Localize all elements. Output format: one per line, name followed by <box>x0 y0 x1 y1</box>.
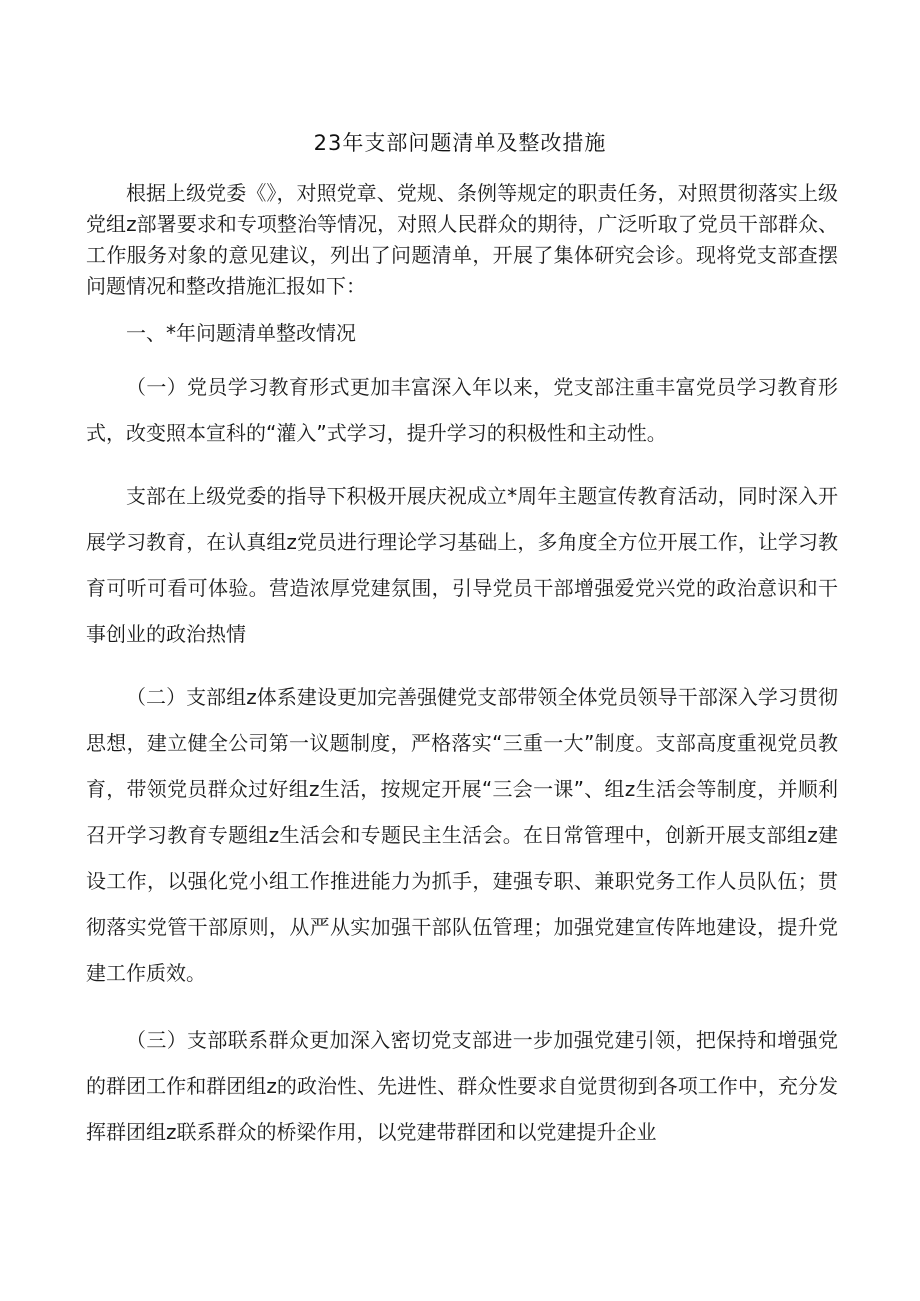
document-title: 23年支部问题清单及整改措施 <box>313 131 607 155</box>
paragraph-1: （一）党员学习教育形式更加丰富深入年以来，党支部注重丰富党员学习教育形式，改变照本宣科的“灌入”式学习，提升学习的积极性和主动性。 <box>86 375 838 445</box>
paragraph-3: （二）支部组z体系建设更加完善强健党支部带领全体党员领导干部深入学习贯彻思想，建立健全公司第一议题制度，严格落实“三重一大”制度。支部高度重视党员教育，带领党员群众过好组z生活，按规定开展“三会一课”、组z生活会等制度，并顺利召开学习教育专题组z生活会和专题民主生活会。在日常管理中，创新开展支部组z建设工作，以强化党小组工作推进能力为抓手，建强专职、兼职党务工作人员队伍；贯彻落实党管干部原则，从严从实加强干部队伍管理；加强党建宣传阵地建设，提升党建工作质效。 <box>86 685 838 985</box>
intro-paragraph: 根据上级党委《》，对照党章、党规、条例等规定的职责任务，对照贯彻落实上级党组z部署要求和专项整治等情况，对照人民群众的期待，广泛听取了党员干部群众、工作服务对象的意见建议，列出了问题清单，开展了集体研究会诊。现将党支部查摆问题情况和整改措施汇报如下： <box>86 181 838 298</box>
paragraph-4: （三）支部联系群众更加深入密切党支部进一步加强党建引领，把保持和增强党的群团工作和群团组z的政治性、先进性、群众性要求自觉贯彻到各项工作中，充分发挥群团组z联系群众的桥梁作用，以党建带群团和以党建提升企业 <box>86 1028 838 1144</box>
section-heading: 一、*年问题清单整改情况 <box>126 321 356 345</box>
paragraph-2: 支部在上级党委的指导下积极开展庆祝成立*周年主题宣传教育活动，同时深入开展学习教育，在认真组z党员进行理论学习基础上，多角度全方位开展工作，让学习教育可听可看可体验。营造浓厚党建氛围，引导党员干部增强爱党兴党的政治意识和干事创业的政治热情 <box>86 484 838 646</box>
